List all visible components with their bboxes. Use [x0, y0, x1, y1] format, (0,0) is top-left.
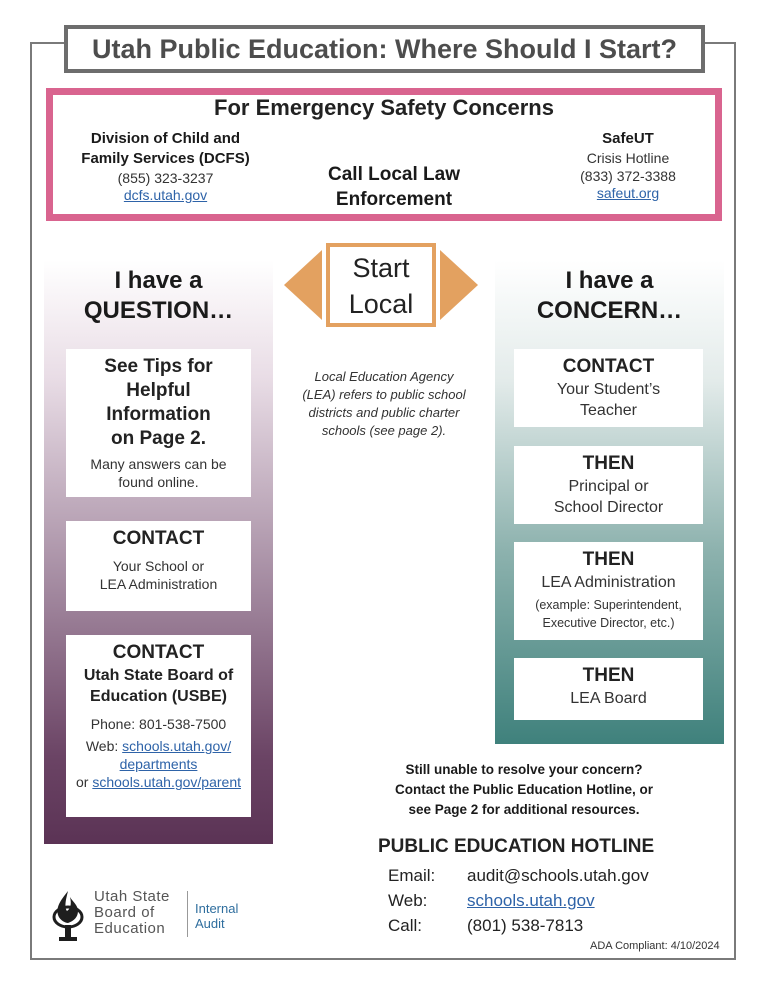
tips-line4: on Page 2.: [110, 428, 207, 449]
step2-line2: School Director: [553, 499, 664, 516]
contact-school-card: [66, 521, 251, 611]
emergency-box: [46, 88, 722, 221]
concern-head-line2: CONCERN…: [536, 297, 683, 324]
usbe-heading: CONTACT: [112, 642, 205, 663]
still-line3: see Page 2 for additional resources.: [408, 802, 640, 817]
hotline-call-label: Call:: [388, 916, 423, 935]
still-line2: Contact the Public Education Hotline, or: [394, 782, 653, 797]
usbe-phone: Phone: 801-538-7500: [90, 716, 227, 732]
usbe-line1: Utah State Board of: [83, 667, 234, 684]
concern-step-2: [514, 446, 703, 524]
page-title: Utah Public Education: Where Should I Start?: [64, 25, 705, 73]
tips-sub1: Many answers can be: [90, 456, 227, 472]
tips-line3: Information: [106, 404, 211, 425]
step3-sub1: (example: Superintendent,: [535, 598, 682, 612]
step1-line2: Teacher: [580, 402, 637, 419]
dcfs-contact: [73, 129, 258, 205]
dcfs-name-line2: Family Services (DCFS): [81, 150, 250, 167]
usbe-logo: [50, 885, 260, 945]
step3-heading: THEN: [582, 549, 635, 570]
contact-school-line1: Your School or: [112, 558, 205, 574]
start-line2: Local: [348, 289, 414, 319]
still-unable-note: [372, 760, 676, 820]
usbe-web-link3[interactable]: schools.utah.gov/parent: [92, 774, 241, 790]
logo-line2: Board of: [94, 904, 155, 921]
tips-card: [66, 349, 251, 497]
hotline-web-label: Web:: [388, 891, 428, 910]
step2-line1: Principal or: [568, 478, 649, 495]
tips-line2: Helpful: [126, 380, 191, 401]
safeut-phone: (833) 372-3388: [580, 168, 676, 184]
ia-line2: Audit: [195, 916, 225, 931]
start-line1: Start: [352, 253, 410, 283]
contact-school-heading: CONTACT: [112, 528, 205, 549]
tips-line1: See Tips for: [104, 356, 213, 377]
logo-divider: [187, 891, 188, 937]
concern-head-line1: I have a: [565, 267, 654, 294]
internal-audit-label: [195, 901, 238, 931]
emergency-heading: For Emergency Safety Concerns: [214, 95, 554, 120]
contact-school-line2: LEA Administration: [99, 576, 218, 592]
logo-line3: Education: [94, 920, 166, 937]
arrow-right-icon: [440, 250, 478, 320]
dcfs-link[interactable]: dcfs.utah.gov: [123, 187, 208, 203]
step3-sub2: Executive Director, etc.): [542, 616, 675, 630]
law-line1: Call Local Law: [328, 164, 460, 185]
safeut-name: SafeUT: [602, 130, 654, 147]
usbe-web-link1[interactable]: schools.utah.gov/: [122, 738, 232, 754]
hotline-call: (801) 538-7813: [467, 916, 584, 935]
ia-line1: Internal: [195, 901, 239, 916]
step4-heading: THEN: [582, 665, 635, 686]
tips-sub2: found online.: [118, 474, 199, 490]
question-column: [44, 260, 273, 844]
concern-step-3: [514, 542, 703, 640]
torch-logo-icon: [50, 887, 86, 943]
law-line2: Enforcement: [335, 189, 453, 210]
usbe-or-label: or: [76, 774, 89, 790]
law-enforcement: [299, 162, 489, 212]
hotline-email[interactable]: audit@schools.utah.gov: [467, 866, 649, 885]
safeut-sub: Crisis Hotline: [586, 150, 670, 166]
step1-heading: CONTACT: [562, 356, 655, 377]
hotline-title: PUBLIC EDUCATION HOTLINE: [378, 836, 655, 857]
concern-column: [495, 260, 724, 744]
step2-heading: THEN: [582, 453, 635, 474]
question-head-line1: I have a: [114, 267, 203, 294]
concern-step-1: [514, 349, 703, 427]
question-head-line2: QUESTION…: [83, 297, 234, 324]
hotline-web-link[interactable]: schools.utah.gov: [467, 891, 595, 910]
logo-line1: Utah State: [94, 888, 170, 905]
contact-usbe-card: [66, 635, 251, 817]
step4-line1: LEA Board: [570, 690, 647, 707]
hotline-email-label: Email:: [388, 866, 436, 885]
concern-heading: [495, 266, 724, 326]
safeut-link[interactable]: safeut.org: [596, 185, 660, 201]
start-local-box: [326, 243, 436, 327]
concern-step-4: [514, 658, 703, 720]
lea-note: Local Education Agency (LEA) refers to public school districts and public charter schools (see page 2).: [302, 369, 466, 438]
safeut-contact: [543, 129, 713, 203]
usbe-line2: Education (USBE): [90, 688, 227, 705]
usbe-web-label: Web:: [85, 738, 119, 754]
dcfs-phone: (855) 323-3237: [117, 170, 214, 186]
logo-text: [94, 889, 170, 937]
question-heading: [44, 266, 273, 326]
ada-compliance-note: ADA Compliant: 4/10/2024: [590, 940, 720, 952]
arrow-left-icon: [284, 250, 322, 320]
still-line1: Still unable to resolve your concern?: [405, 762, 643, 777]
dcfs-name-line1: Division of Child and: [90, 130, 241, 147]
usbe-web-link2[interactable]: departments: [119, 756, 198, 772]
step3-line1: LEA Administration: [541, 574, 676, 591]
step1-line1: Your Student’s: [556, 381, 661, 398]
